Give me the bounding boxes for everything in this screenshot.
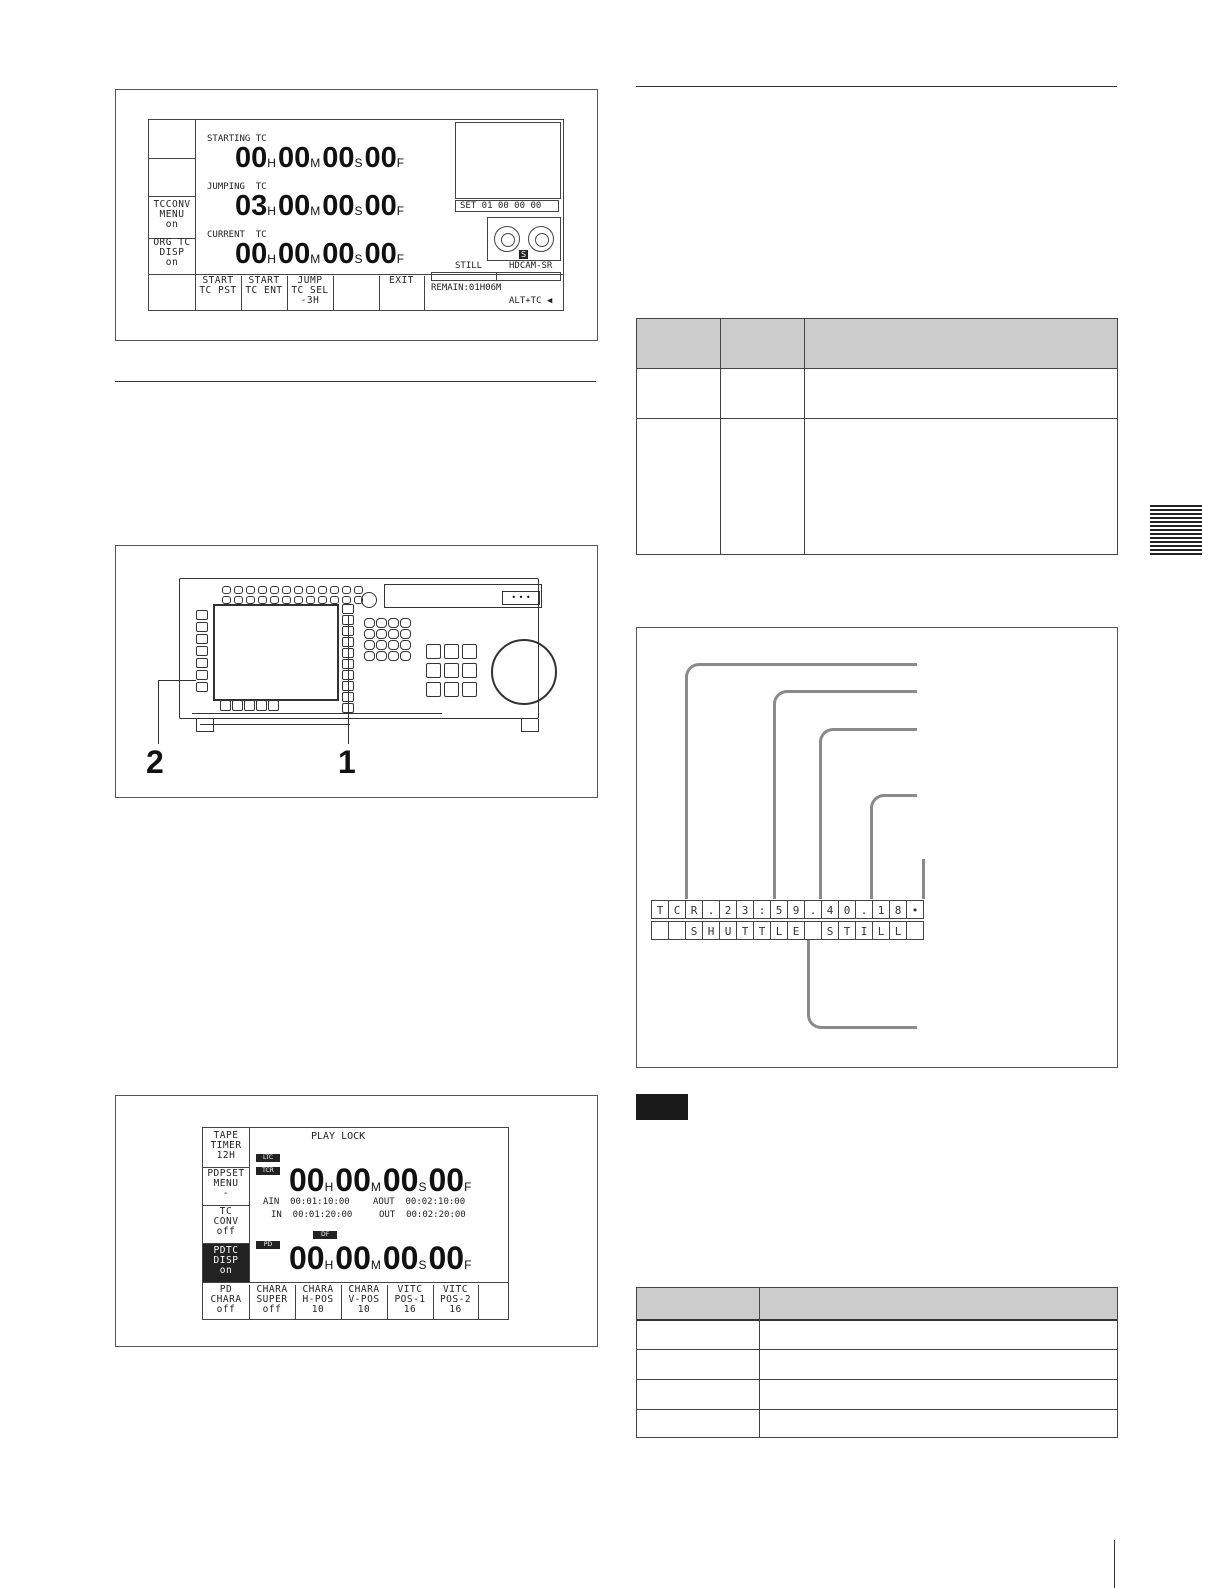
timecode-2: 00H00M00S00F: [289, 1240, 472, 1276]
ain-value: AIN 00:01:10:00: [263, 1197, 350, 1207]
char-row-2-cell: T: [753, 921, 771, 940]
section-rule-left: [115, 381, 596, 382]
left-key-pdpset-menu[interactable]: PDPSET MENU -: [203, 1169, 249, 1206]
deck-button[interactable]: [364, 651, 375, 661]
char-row-2-cell: T: [838, 921, 856, 940]
deck-button[interactable]: [222, 596, 231, 604]
out-value: OUT 00:02:20:00: [379, 1210, 466, 1220]
deck-button[interactable]: [444, 682, 459, 697]
figure-play-lock-screen: [115, 1095, 598, 1347]
table-2-row: [637, 1349, 1117, 1350]
deck-button[interactable]: [400, 640, 411, 650]
transport-state: STILL: [455, 261, 483, 271]
deck-button[interactable]: [222, 586, 231, 594]
deck-button[interactable]: [462, 644, 477, 659]
char-row-1-cell: •: [906, 900, 924, 919]
starting-tc-value: 00H00M00S00F: [235, 142, 405, 174]
deck-button[interactable]: [196, 610, 208, 620]
char-row-1-cell: 4: [821, 900, 839, 919]
char-row-1-cell: T: [651, 900, 669, 919]
deck-button[interactable]: [306, 596, 315, 604]
timecode-1: 00H00M00S00F: [289, 1162, 472, 1198]
char-row-2-cell: H: [702, 921, 720, 940]
current-tc-value: 00H00M00S00F: [235, 238, 405, 270]
table-2: [636, 1287, 1118, 1438]
starting-tc-label: STARTING TC: [207, 134, 267, 144]
remain-bar: [431, 272, 561, 281]
char-row-2-cell: [804, 921, 822, 940]
callout-2: 2: [146, 744, 164, 780]
deck-button[interactable]: [444, 663, 459, 678]
deck-button[interactable]: [196, 658, 208, 668]
deck-button[interactable]: [196, 634, 208, 644]
bottom-key-start-tc-ent[interactable]: START TC ENT: [241, 276, 288, 310]
tape-format: HDCAM-SR: [509, 261, 553, 271]
deck-button[interactable]: [342, 586, 351, 594]
deck-button[interactable]: [354, 586, 363, 594]
deck-button[interactable]: [270, 596, 279, 604]
deck-button[interactable]: [426, 663, 441, 678]
char-row-1: [651, 900, 923, 919]
play-lock-title: PLAY LOCK: [311, 1131, 366, 1142]
char-row-2-cell: [668, 921, 686, 940]
char-row-1-cell: :: [753, 900, 771, 919]
df-tag: DF: [313, 1231, 337, 1239]
deck-button[interactable]: [258, 596, 267, 604]
deck-button[interactable]: [196, 622, 208, 632]
jumping-tc-value: 03H00M00S00F: [235, 190, 405, 222]
table-1: [636, 318, 1118, 555]
alt-tc-indicator: ALT+TC ◀: [509, 296, 553, 306]
figure-front-panel: • • • 2 1: [115, 545, 598, 798]
deck-button[interactable]: [330, 596, 339, 604]
deck-button[interactable]: [462, 682, 477, 697]
left-key-org-tc-disp[interactable]: ORG TC DISP on: [153, 237, 191, 268]
deck-button[interactable]: [376, 629, 387, 639]
left-key-tc-conv[interactable]: TC CONV off: [203, 1207, 249, 1244]
table-1-row: [637, 418, 1117, 419]
bottom-key-jump-tc-sel[interactable]: JUMP TC SEL -3H: [287, 276, 334, 310]
deck-button[interactable]: [426, 682, 441, 697]
deck-button[interactable]: [376, 618, 387, 628]
char-row-1-cell: 3: [736, 900, 754, 919]
table-2-row: [637, 1409, 1117, 1410]
char-row-1-cell: 5: [770, 900, 788, 919]
deck-button[interactable]: [444, 644, 459, 659]
bottom-key-chara-h-pos[interactable]: CHARA H-POS 10: [295, 1285, 342, 1319]
char-row-1-cell: .: [855, 900, 873, 919]
bottom-key-pd-chara[interactable]: PD CHARA off: [203, 1285, 250, 1319]
set-value-field: SET 01 00 00 00: [455, 200, 559, 212]
s-badge: S: [520, 250, 527, 259]
bottom-key-start-tc-pst[interactable]: START TC PST: [195, 276, 242, 310]
char-row-1-cell: 9: [787, 900, 805, 919]
char-row-2-cell: L: [889, 921, 907, 940]
video-monitor-window: [455, 122, 561, 199]
deck-button[interactable]: [270, 586, 279, 594]
left-key-tcconv-menu[interactable]: TCCONV MENU on: [149, 196, 195, 239]
section-rule-right: [636, 86, 1117, 87]
deck-button[interactable]: [354, 596, 363, 604]
chapter-tab: [1150, 505, 1202, 555]
deck-button[interactable]: [246, 596, 255, 604]
deck-button[interactable]: [294, 596, 303, 604]
lcd-screen-2: [202, 1127, 509, 1320]
bottom-key-chara-v-pos[interactable]: CHARA V-POS 10: [341, 1285, 388, 1319]
deck-button[interactable]: [220, 700, 231, 711]
deck-button[interactable]: [342, 604, 354, 614]
char-row-2-cell: I: [855, 921, 873, 940]
deck-button[interactable]: [282, 596, 291, 604]
deck-button[interactable]: [330, 586, 339, 594]
power-knob[interactable]: [361, 592, 377, 608]
deck-button[interactable]: [282, 586, 291, 594]
ltc-tag: LTC: [256, 1154, 280, 1162]
deck-button[interactable]: [196, 670, 208, 680]
deck-button[interactable]: [196, 682, 208, 692]
tape-reel-icon: [487, 217, 561, 261]
tcr-tag: TCR: [256, 1167, 280, 1175]
callout-1: 1: [338, 744, 356, 780]
deck-button[interactable]: [388, 618, 399, 628]
deck-button[interactable]: [294, 586, 303, 594]
current-tc-label: CURRENT TC: [207, 230, 267, 240]
left-key-pdtc-disp[interactable]: PDTC DISP on: [203, 1244, 249, 1282]
jumping-tc-label: JUMPING TC: [207, 182, 267, 192]
figure-character-display: [636, 627, 1118, 1068]
deck-button[interactable]: [196, 646, 208, 656]
deck-button[interactable]: [462, 663, 477, 678]
left-key-1[interactable]: [149, 120, 195, 159]
deck-button[interactable]: [426, 644, 441, 659]
deck-button[interactable]: [234, 596, 243, 604]
char-row-2-cell: T: [736, 921, 754, 940]
deck-button[interactable]: [388, 651, 399, 661]
left-key-2[interactable]: [149, 158, 195, 197]
deck-button[interactable]: [258, 586, 267, 594]
table-1-header: [637, 319, 1117, 369]
deck-button[interactable]: [342, 596, 351, 604]
deck-button[interactable]: [376, 640, 387, 650]
deck-button[interactable]: [388, 640, 399, 650]
figure-timecode-jump-screen: [115, 89, 598, 341]
left-key-tape-timer[interactable]: TAPE TIMER 12H: [203, 1131, 249, 1168]
char-row-2-cell: S: [685, 921, 703, 940]
bottom-key-vitc-pos-2[interactable]: VITC POS-2 16: [433, 1285, 479, 1319]
char-row-2-cell: S: [821, 921, 839, 940]
char-row-1-cell: .: [702, 900, 720, 919]
deck-button[interactable]: [256, 700, 267, 711]
deck-button[interactable]: [364, 629, 375, 639]
jog-dial[interactable]: [491, 639, 557, 705]
bottom-key-chara-super[interactable]: CHARA SUPER off: [249, 1285, 296, 1319]
char-row-2-cell: [651, 921, 669, 940]
pd-tag: PD: [256, 1241, 280, 1249]
lcd-screen: [148, 119, 564, 311]
char-row-2-cell: U: [719, 921, 737, 940]
char-row-1-cell: 2: [719, 900, 737, 919]
remain-text: REMAIN:01H06M: [431, 283, 502, 293]
bottom-key-vitc-pos-1[interactable]: VITC POS-1 16: [387, 1285, 434, 1319]
deck-button[interactable]: [318, 586, 327, 594]
deck-button[interactable]: [268, 700, 279, 711]
deck-button[interactable]: [306, 586, 315, 594]
deck-button[interactable]: [364, 640, 375, 650]
page-edge-rule: [1114, 1540, 1115, 1588]
note-badge: [636, 1094, 688, 1120]
deck-button[interactable]: [232, 700, 243, 711]
char-row-1-cell: R: [685, 900, 703, 919]
char-row-2-cell: L: [872, 921, 890, 940]
deck-button[interactable]: [376, 651, 387, 661]
deck-display: [213, 604, 339, 701]
char-row-2-cell: E: [787, 921, 805, 940]
char-row-1-cell: 1: [872, 900, 890, 919]
char-row-1-cell: C: [668, 900, 686, 919]
char-row-2-cell: [906, 921, 924, 940]
table-2-header: [637, 1288, 1117, 1321]
table-2-row: [637, 1379, 1117, 1380]
deck-button[interactable]: [246, 586, 255, 594]
deck-button[interactable]: [400, 618, 411, 628]
char-row-2: [651, 921, 923, 940]
deck-button[interactable]: [388, 629, 399, 639]
char-row-2-cell: L: [770, 921, 788, 940]
char-row-1-cell: .: [804, 900, 822, 919]
deck-button[interactable]: [364, 618, 375, 628]
bottom-key-exit[interactable]: EXIT: [379, 276, 425, 310]
char-row-1-cell: 8: [889, 900, 907, 919]
in-value: IN 00:01:20:00: [271, 1210, 353, 1220]
deck-button[interactable]: [244, 700, 255, 711]
deck-button[interactable]: [400, 651, 411, 661]
char-row-1-cell: 0: [838, 900, 856, 919]
aout-value: AOUT 00:02:10:00: [373, 1197, 466, 1207]
deck-button[interactable]: [400, 629, 411, 639]
bottom-key-5[interactable]: [333, 276, 380, 310]
deck-button[interactable]: [234, 586, 243, 594]
deck-button[interactable]: [318, 596, 327, 604]
